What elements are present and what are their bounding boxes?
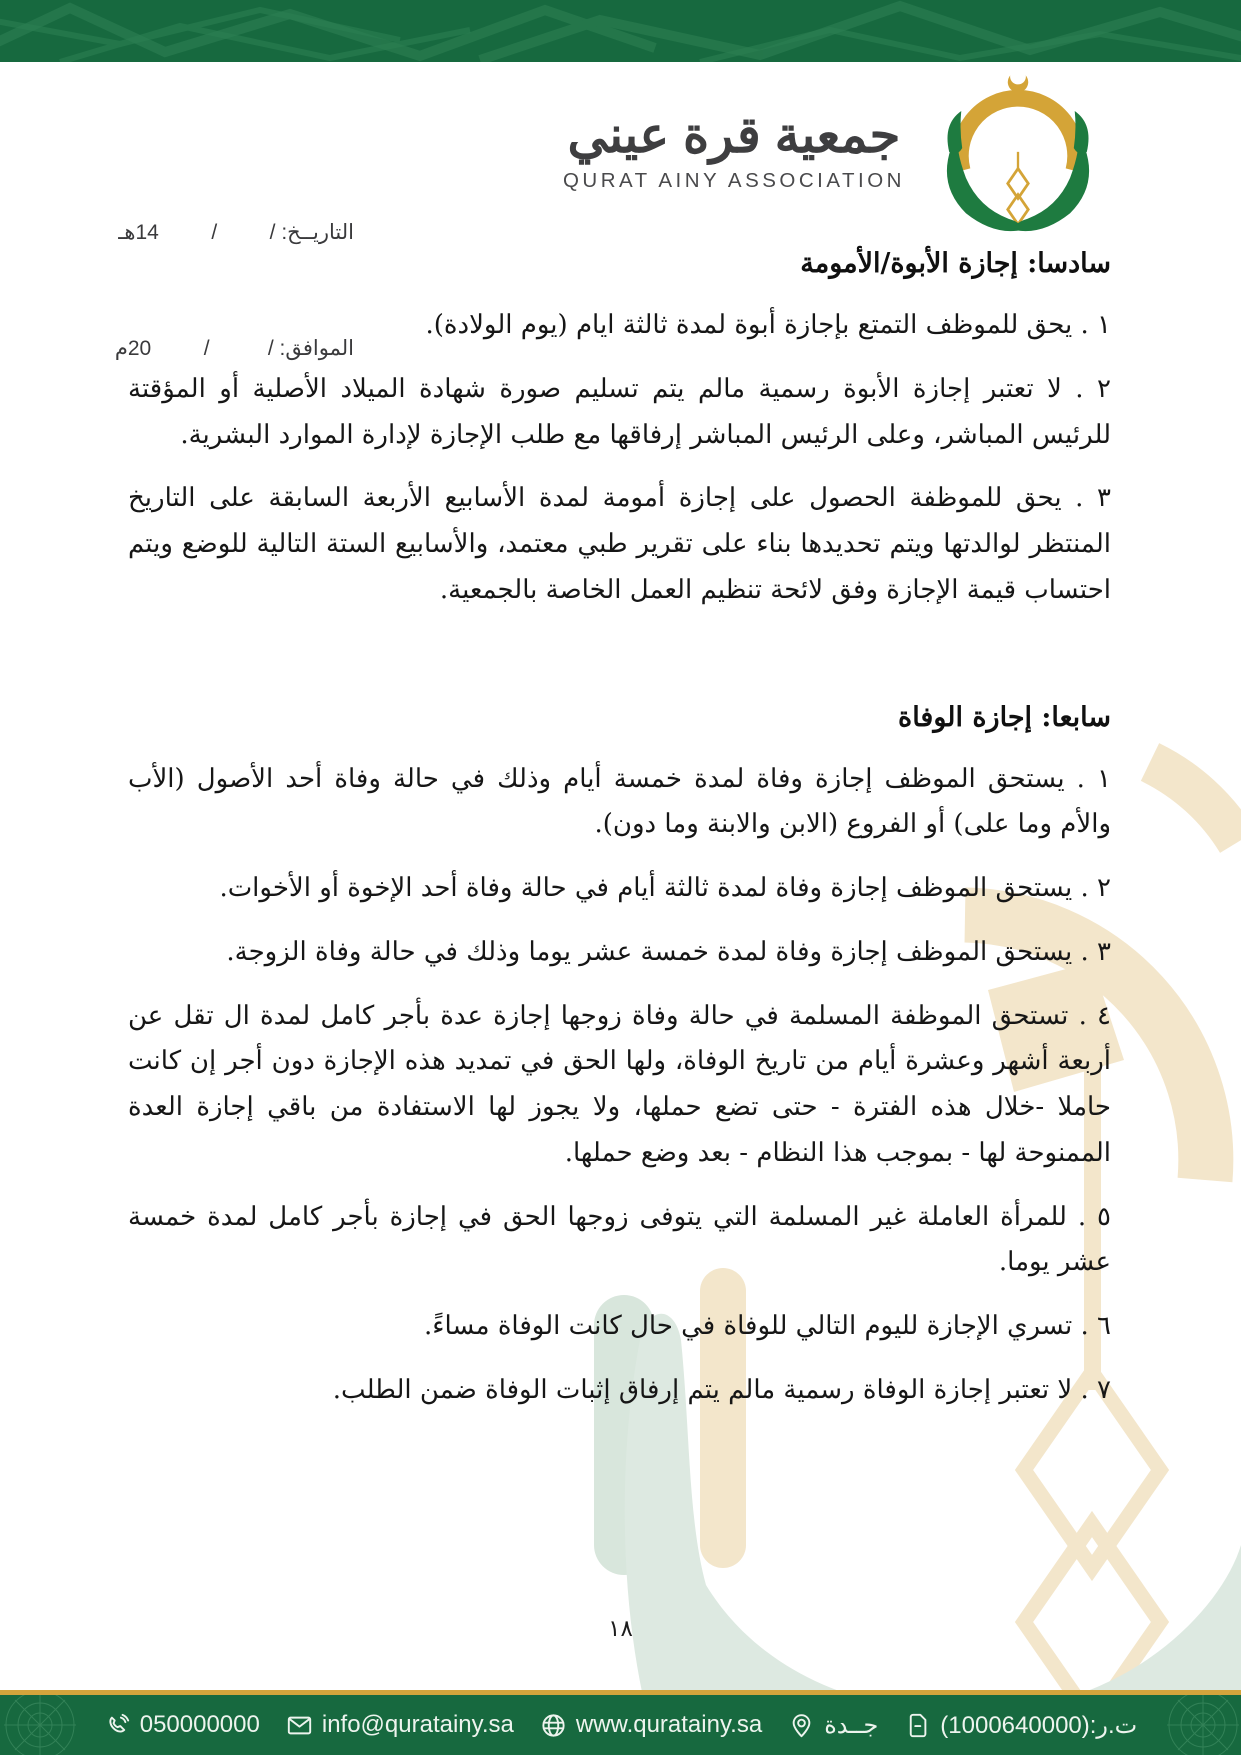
footer-website-group bbox=[540, 1711, 762, 1739]
document-icon bbox=[904, 1712, 931, 1739]
brand-header bbox=[563, 66, 1111, 234]
brand-name-english: QURAT AINY ASSOCIATION bbox=[562, 168, 905, 192]
list-item: ١ . يحق للموظف التمتع بإجازة أبوة لمدة ثالثة ايام (يوم الولادة). bbox=[425, 310, 1111, 340]
association-logo-icon bbox=[925, 66, 1111, 234]
list-item: ٢ . يستحق الموظف إجازة وفاة لمدة ثالثة أيام في حالة وفاة أحد الإخوة أو الأخوات. bbox=[219, 873, 1111, 903]
footer-city-group bbox=[788, 1711, 878, 1740]
footer-email: info@quratainy.sa bbox=[321, 1711, 514, 1738]
page-number: ١٨ bbox=[608, 1616, 633, 1642]
header-band bbox=[0, 0, 1241, 62]
list-item: ٤ . تستحق الموظفة المسلمة في حالة وفاة زوجها إجازة عدة بأجر كامل لمدة ال تقل عن أربعة أشهر وعشرة أيام من تاريخ الوفاة، ولها الحق في تمديد هذه الإجازة دون أجر إن كانت حاملا -خلال هذه الفترة - حتى تضع حملها، ولا يجوز لها الاستفادة من باقي إجازة العدة الممنوحة لها - بموجب هذا النظام - بعد وضع حملها. bbox=[128, 1000, 1111, 1168]
brand-wordmark bbox=[563, 107, 905, 193]
header-band-pattern bbox=[0, 0, 1241, 62]
footer-email-group bbox=[286, 1711, 514, 1739]
footer-pattern-right bbox=[1111, 1695, 1241, 1755]
list-item: ٢ . لا تعتبر إجازة الأبوة رسمية مالم يتم تسليم صورة شهادة الميلاد الأصلية أو المؤقتة للرئيس المباشر، وعلى الرئيس المباشر إرفاقها مع طلب الإجازة لإدارة الموارد البشرية. bbox=[128, 373, 1111, 450]
footer-registration-group bbox=[904, 1711, 1137, 1740]
date-gregorian-field: الموافق: / / 20م bbox=[114, 337, 354, 361]
envelope-icon bbox=[286, 1712, 313, 1739]
footer-commercial-registration: ت.ر:(1000640000) bbox=[940, 1711, 1138, 1739]
section-paternity-maternity-leave bbox=[128, 248, 1111, 614]
list-item: ٥ . للمرأة العاملة غير المسلمة التي يتوفى زوجها الحق في إجازة بأجر كامل لمدة خمسة عشر يوما. bbox=[128, 1201, 1111, 1278]
list-item: ١ . يستحق الموظف إجازة وفاة لمدة خمسة أيام وذلك في حالة وفاة أحد الأصول (الأب والأم وما على) أو الفروع (الابن والابنة وما دون). bbox=[128, 763, 1111, 840]
globe-icon bbox=[540, 1712, 567, 1739]
list-item: ٧ . لا تعتبر إجازة الوفاة رسمية مالم يتم إرفاق إثبات الوفاة ضمن الطلب. bbox=[332, 1374, 1111, 1405]
footer-city: جــدة bbox=[824, 1711, 879, 1739]
section-title: سادسا: إجازة الأبوة/الأمومة bbox=[800, 248, 1111, 279]
document-body bbox=[128, 248, 1111, 1432]
section-death-leave bbox=[128, 702, 1111, 1414]
footer-pattern-left bbox=[0, 1695, 130, 1755]
date-hijri-field: التاريــخ: / / 14هـ bbox=[118, 220, 354, 244]
footer-website: www.quratainy.sa bbox=[575, 1711, 763, 1738]
brand-name-arabic: جمعية قرة عيني bbox=[567, 107, 901, 164]
list-item: ٣ . يحق للموظفة الحصول على إجازة أمومة لمدة الأسابيع الأربعة السابقة على التاريخ المنتظر لوالدتها ويتم تحديدها بناء على تقرير طبي معتمد، والأسابيع الستة التالية للوضع ويتم احتساب قيمة الإجازة وفق لائحة تنظيم العمل الخاصة بالجمعية. bbox=[128, 483, 1111, 605]
location-pin-icon bbox=[788, 1712, 815, 1739]
footer-phone: 050000000 bbox=[139, 1711, 260, 1738]
section-title: سابعا: إجازة الوفاة bbox=[898, 701, 1111, 733]
footer-contact-bar bbox=[0, 1695, 1241, 1755]
list-item: ٦ . تسري الإجازة لليوم التالي للوفاة في حال كانت الوفاة مساءً. bbox=[424, 1311, 1111, 1341]
list-item: ٣ . يستحق الموظف إجازة وفاة لمدة خمسة عشر يوما وذلك في حالة وفاة الزوجة. bbox=[226, 936, 1111, 967]
